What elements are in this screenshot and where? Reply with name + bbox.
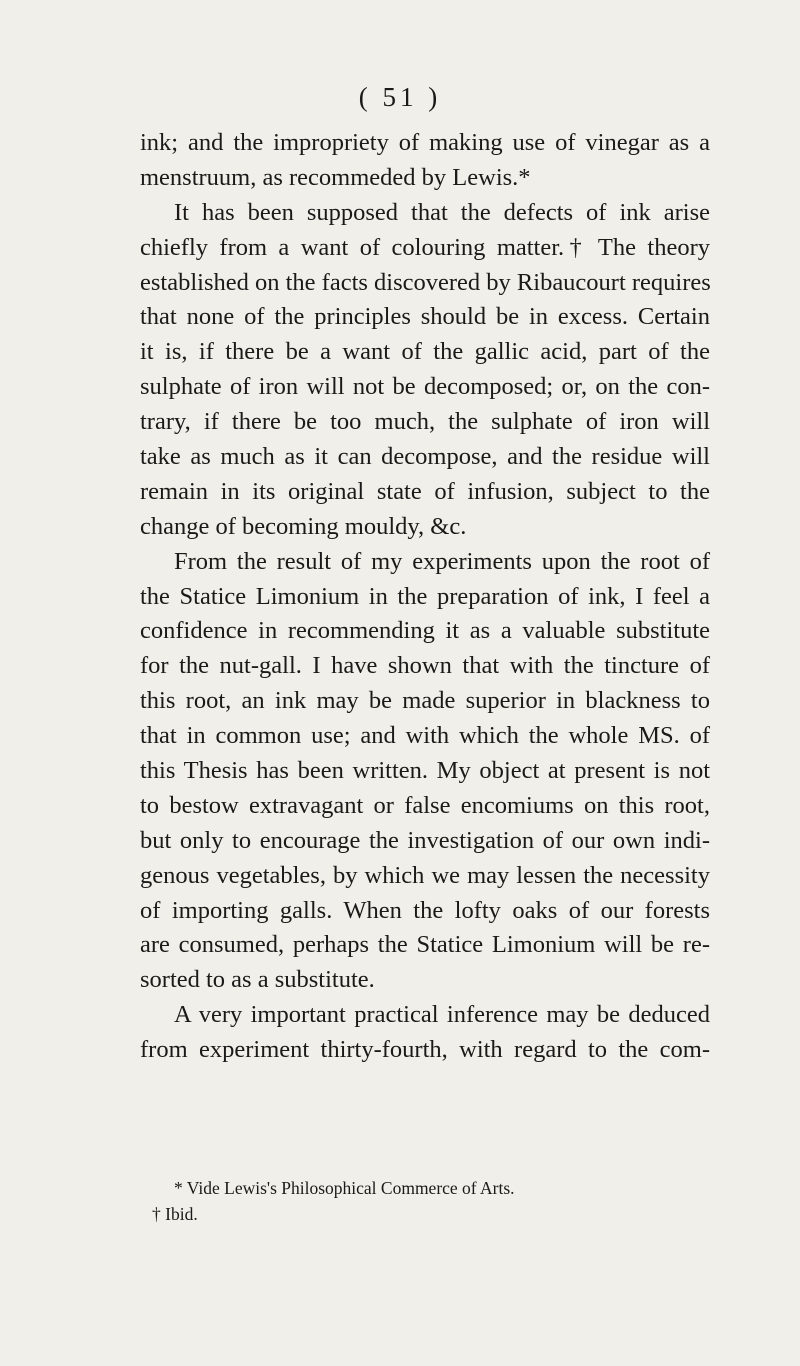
text-line: From the result of my experiments upon the root of [174,547,710,575]
text-line: A very important practical inference may be deduced [174,1001,710,1029]
text-line: take as much as it can decompose, and the residue will [140,443,710,471]
text-line: sulphate of iron will not be decomposed; or, on the con- [140,373,710,401]
text-line: from experiment thirty-fourth, with regard to the com- [140,1036,710,1064]
text-line: but only to encourage the investigation of our own indi- [140,826,710,854]
text-line: sorted to as a substitute. [140,966,375,994]
text-line: chiefly from a want of colouring matter.† The theory [140,233,710,261]
text-line: ink; and the impropriety of making use of vinegar as a [140,129,710,156]
footnote: † Ibid. [152,1204,198,1224]
text-line: established on the facts discovered by Ribaucourt requires [140,268,711,296]
text-line: it is, if there be a want of the gallic acid, part of the [140,338,710,366]
text-line: that none of the principles should be in excess. Certain [140,303,710,331]
text-line: remain in its original state of infusion, subject to the [140,477,710,505]
footnote: * Vide Lewis's Philosophical Commerce of Arts. [174,1178,515,1198]
text-line: this Thesis has been written. My object at present is not [140,757,710,785]
body-text [140,126,710,1068]
text-line: change of becoming mouldy, &c. [140,512,467,540]
text-line: confidence in recommending it as a valuable substitute [140,617,710,645]
text-line: to bestow extravagant or false encomiums on this root, [140,791,710,819]
text-line: of importing galls. When the lofty oaks of our forests [140,896,710,924]
text-line: It has been supposed that the defects of ink arise [174,198,710,226]
text-line: for the nut-gall. I have shown that with the tincture of [140,652,710,680]
text-line: are consumed, perhaps the Statice Limonium will be re- [140,931,710,959]
text-line: the Statice Limonium in the preparation of ink, I feel a [140,582,710,610]
page-number: ( 51 ) [358,82,442,112]
text-line: menstruum, as recommeded by Lewis.* [140,163,531,191]
footnotes [152,1175,712,1227]
text-line: trary, if there be too much, the sulphate of iron will [140,408,710,436]
text-line: genous vegetables, by which we may lessen the necessity [140,861,710,889]
text-line: that in common use; and with which the whole MS. of [140,722,710,750]
text-line: this root, an ink may be made superior in blackness to [140,687,710,715]
